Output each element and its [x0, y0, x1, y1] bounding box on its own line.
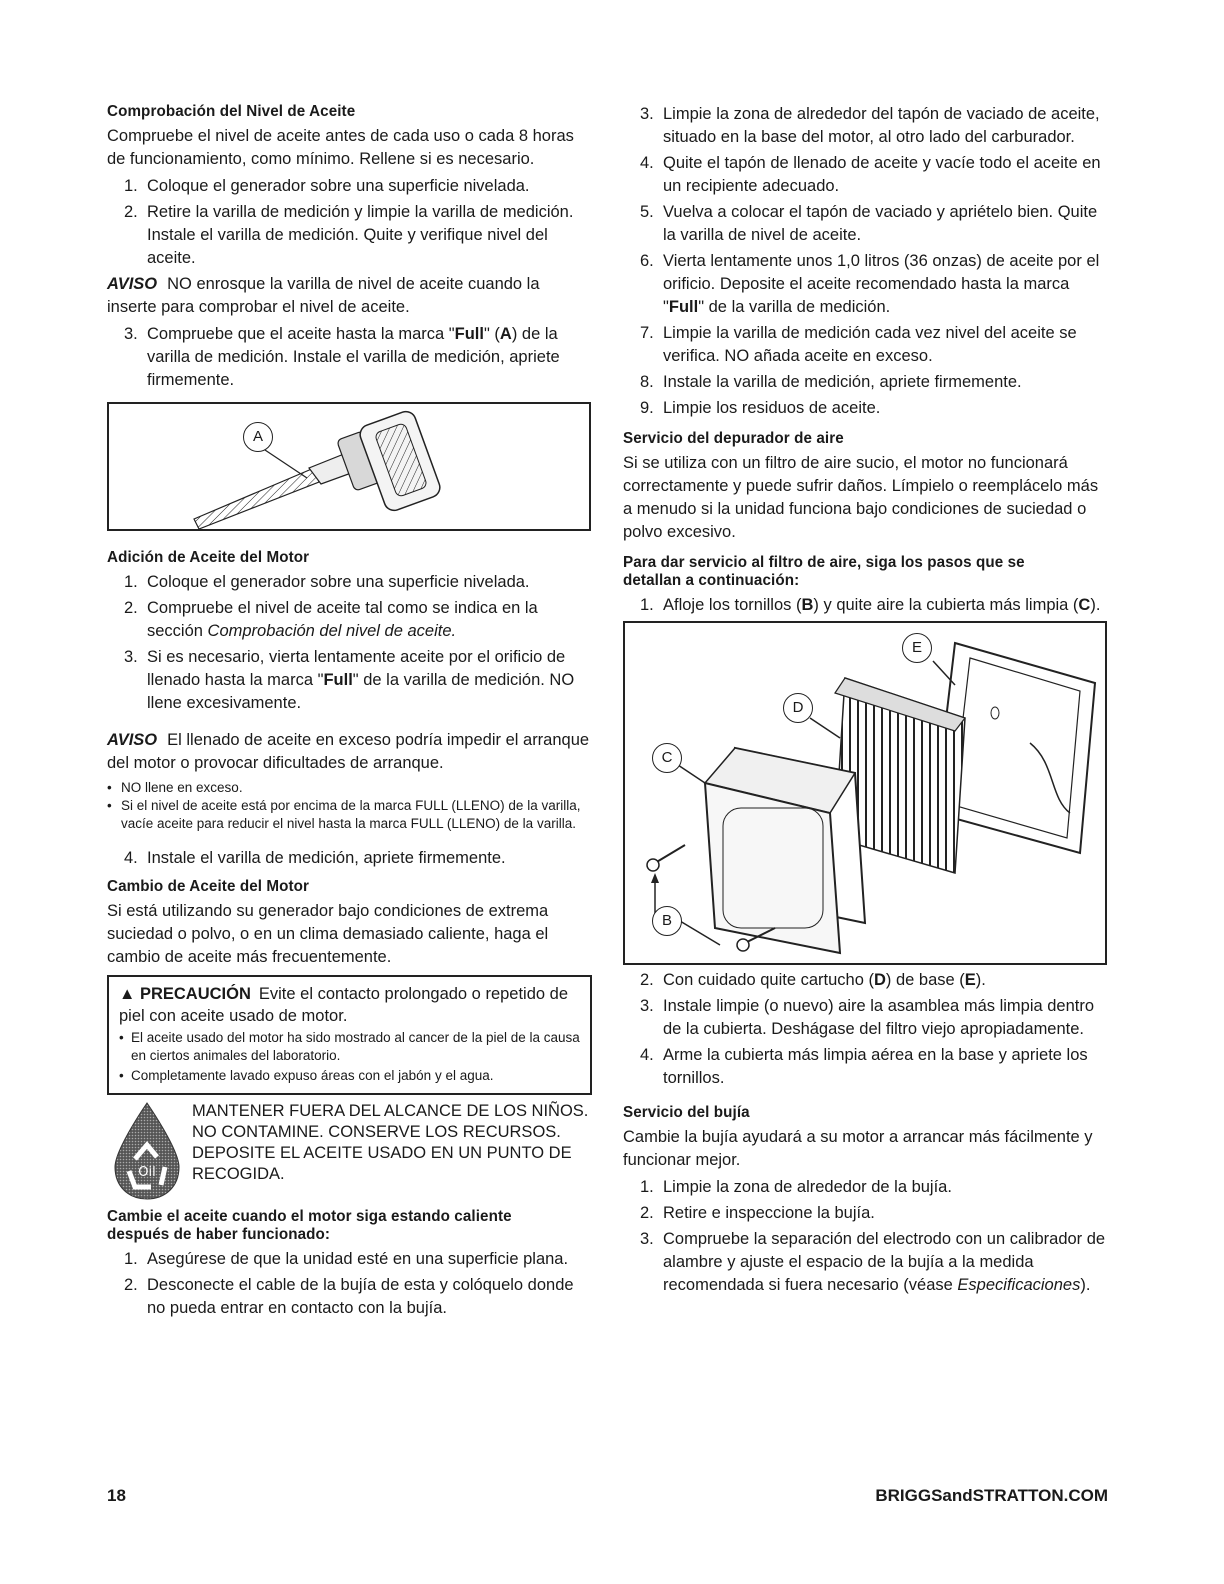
- dipstick-figure: [107, 402, 591, 531]
- list-item: 1. Coloque el generador sobre una superficie nivelada.: [124, 177, 530, 195]
- list-item: 3. Compruebe la separación del electrodo con un calibrador de alambre y ajuste el espacio de la bujía a la medida recomendada si fuera necesario (véase Especificaciones).: [640, 1230, 1106, 1294]
- caution-bullets: [119, 1029, 580, 1085]
- list-item: 3. Si es necesario, vierta lentamente aceite por el orificio de llenado hasta la marca "Full" de la varilla de medición. NO llene excesivamente.: [124, 648, 575, 712]
- steps-list: [107, 847, 592, 870]
- callout-e: E: [902, 633, 932, 663]
- list-item: 1. Asegúrese de que la unidad esté en una superficie plana.: [124, 1250, 569, 1268]
- oil-notice-text: MANTENER FUERA DEL ALCANCE DE LOS NIÑOS. NO CONTAMINE. CONSERVE LOS RECURSOS. DEPOSITE EL ACEITE USADO EN UN PUNTO DE RECOGIDA.: [192, 1102, 589, 1183]
- section-title-spark-plug: Servicio del bujía: [623, 1104, 750, 1121]
- list-item: • Completamente lavado expuso áreas con el jabón y el agua.: [119, 1067, 580, 1085]
- steps-list: [623, 969, 1108, 1090]
- section-title-hot-engine: Cambie el aceite cuando el motor siga estando caliente después de haber funcionado:: [107, 1208, 512, 1243]
- section-title-add-oil: Adición de Aceite del Motor: [107, 549, 310, 566]
- steps-list: [623, 594, 1108, 617]
- warning-icon: ▲: [119, 985, 136, 1003]
- notice: AVISO El llenado de aceite en exceso podría impedir el arranque del motor o provocar dificultades de arranque.: [107, 731, 590, 772]
- list-item: 3. Instale limpie (o nuevo) aire la asamblea más limpia dentro de la cubierta. Deshágase del filtro viejo apropiadamente.: [640, 997, 1095, 1038]
- notice: AVISO NO enrosque la varilla de nivel de aceite cuando la inserte para comprobar el nivel de aceite.: [107, 275, 540, 316]
- list-item: 3. Compruebe que el aceite hasta la marca "Full" (A) de la varilla de medición. Instale el varilla de medición, apriete firmemente.: [124, 325, 560, 389]
- list-item: 6. Vierta lentamente unos 1,0 litros (36 onzas) de aceite por el orificio. Deposite el aceite recomendado hasta la marca "Full" de la varilla de medición.: [640, 252, 1100, 316]
- steps-list: [107, 323, 592, 392]
- oil-recycle-notice: [107, 1101, 592, 1206]
- callout-b: B: [652, 906, 682, 936]
- list-item: 2. Compruebe el nivel de aceite tal como se indica en la sección Comprobación del nivel de aceite.: [124, 599, 538, 640]
- list-item: 2. Desconecte el cable de la bujía de esta y colóquelo donde no pueda entrar en contacto con la bujía.: [124, 1276, 574, 1317]
- list-item: 7. Limpie la varilla de medición cada vez nivel del aceite se verifica. NO añada aceite en exceso.: [640, 324, 1077, 365]
- caution-head: ▲ PRECAUCIÓN Evite el contacto prolongado o repetido de piel con aceite usado de motor.: [119, 985, 569, 1025]
- section-title-change-oil: Cambio de Aceite del Motor: [107, 878, 310, 895]
- list-item: 1. Coloque el generador sobre una superficie nivelada.: [124, 573, 530, 591]
- steps-list: [107, 571, 592, 715]
- list-item: • NO llene en exceso.: [107, 779, 592, 797]
- air-cleaner-illustration: [625, 623, 1105, 963]
- list-item: 2. Con cuidado quite cartucho (D) de base (E).: [640, 971, 986, 989]
- caution-box: [107, 975, 592, 1095]
- section-subtitle-air-steps: Para dar servicio al filtro de aire, siga los pasos que se detallan a continuación:: [623, 554, 1025, 589]
- paragraph: Si se utiliza con un filtro de aire sucio, el motor no funcionará correctamente y puede sufrir daños. Límpielo o reemplácelo más a menudo si la unidad funciona bajo condiciones de suciedad o polvo excesivo.: [623, 454, 1099, 541]
- list-item: 5. Vuelva a colocar el tapón de vaciado y apriételo bien. Quite la varilla de nivel de aceite.: [640, 203, 1098, 244]
- list-item: 4. Quite el tapón de llenado de aceite y vacíe todo el aceite en un recipiente adecuado.: [640, 154, 1101, 195]
- air-cleaner-figure: [623, 621, 1107, 965]
- section-title-check-oil: Comprobación del Nivel de Aceite: [107, 103, 356, 120]
- right-column: [623, 103, 1108, 1300]
- list-item: 4. Arme la cubierta más limpia aérea en la base y apriete los tornillos.: [640, 1046, 1088, 1087]
- list-item: • El aceite usado del motor ha sido mostrado al cancer de la piel de la causa en ciertos animales del laboratorio.: [119, 1029, 580, 1065]
- steps-list: [623, 103, 1108, 420]
- paragraph: Cambie la bujía ayudará a su motor a arrancar más fácilmente y funcionar mejor.: [623, 1128, 1093, 1169]
- list-item: 2. Retire la varilla de medición y limpie la varilla de medición. Instale el varilla de medición. Quite y verifique nivel del aceite.: [124, 203, 574, 267]
- callout-c: C: [652, 743, 682, 773]
- paragraph: Si está utilizando su generador bajo condiciones de extrema suciedad o polvo, o en un clima demasiado caliente, haga el cambio de aceite más frecuentemente.: [107, 902, 549, 966]
- list-item: 9. Limpie los residuos de aceite.: [640, 399, 881, 417]
- steps-list: [623, 1176, 1108, 1297]
- paragraph: Compruebe el nivel de aceite antes de cada uso o cada 8 horas de funcionamiento, como mínimo. Rellene si es necesario.: [107, 127, 574, 168]
- bullet-list: [107, 779, 592, 833]
- section-title-air-cleaner: Servicio del depurador de aire: [623, 430, 844, 447]
- list-item: 8. Instale la varilla de medición, apriete firmemente.: [640, 373, 1022, 391]
- page-number: 18: [107, 1486, 126, 1505]
- list-item: • Si el nivel de aceite está por encima de la marca FULL (LLENO) de la varilla, vacíe aceite para reducir el nivel hasta la marca FULL (LLENO) de la varilla.: [107, 797, 592, 833]
- list-item: 3. Limpie la zona de alrededor del tapón de vaciado de aceite, situado en la base del motor, al otro lado del carburador.: [640, 105, 1100, 146]
- steps-list: [107, 175, 592, 270]
- oil-recycle-icon: [107, 1101, 187, 1201]
- dipstick-illustration: [109, 404, 589, 529]
- oil-logo-text: Oil: [138, 1165, 156, 1180]
- callout-d: D: [783, 693, 813, 723]
- steps-list: [107, 1248, 592, 1320]
- list-item: 4. Instale el varilla de medición, apriete firmemente.: [124, 849, 506, 867]
- left-column: [107, 103, 592, 1323]
- list-item: 1. Afloje los tornillos (B) y quite aire la cubierta más limpia (C).: [640, 596, 1101, 614]
- list-item: 2. Retire e inspeccione la bujía.: [640, 1204, 875, 1222]
- list-item: 1. Limpie la zona de alrededor de la bujía.: [640, 1178, 952, 1196]
- callout-a: A: [243, 422, 273, 452]
- website-footer: BRIGGSandSTRATTON.COM: [875, 1486, 1108, 1505]
